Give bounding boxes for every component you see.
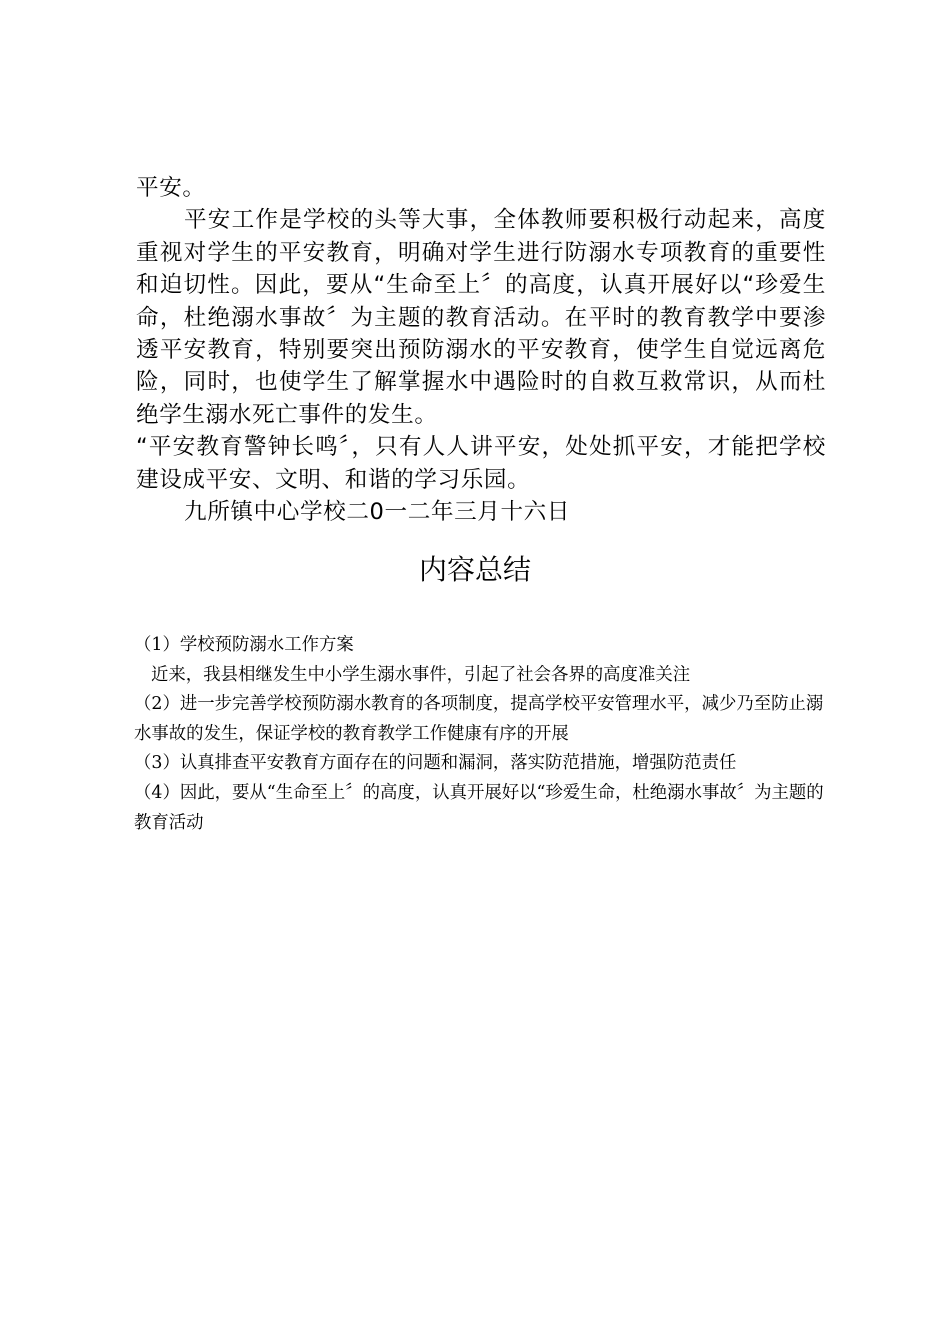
summary-item-2: （2）进一步完善学校预防溺水教育的各项制度，提高学校平安管理水平，减少乃至防止溺水事故的发生，保证学校的教育教学工作健康有序的开展 [134,694,824,744]
summary-item-1: （1）学校预防溺水工作方案 [134,635,354,655]
document-body [136,172,826,528]
signature-line: 九所镇中心学校二0一二年三月十六日 [184,499,571,526]
summary-item-4: （4）因此，要从“生命至上〞的高度，认真开展好以“珍爱生命，杜绝溺水事故〞为主题的教育活动 [134,782,824,833]
main-paragraph: 平安工作是学校的头等大事，全体教师要积极行动起来，高度重视对学生的平安教育，明确对学生进行防溺水专项教育的重要性和迫切性。因此，要从“生命至上〞的高度，认真开展好以“珍爱生命，杜绝溺水事故〞为主题的教育活动。在平时的教育教学中要渗透平安教育，特别要突出预防溺水的平安教育，使学生自觉远离危险，同时，也使学生了解掌握水中遇险时的自救互救常识，从而杜绝学生溺水死亡事件的发生。 [136,207,826,428]
summary-title: 内容总结 [418,553,531,586]
slogan-paragraph: “平安教育警钟长鸣〞，只有人人讲平安，处处抓平安，才能把学校建设成平安、文明、和谐的学习乐园。 [136,434,826,493]
continuation-line: 平安。 [136,175,206,201]
summary-list [134,631,834,838]
summary-item-intro: 近来，我县相继发生中小学生溺水事件，引起了社会各界的高度准关注 [151,664,691,685]
summary-item-3: （3）认真排查平安教育方面存在的问题和漏洞，落实防范措施，增强防范责任 [134,753,737,774]
